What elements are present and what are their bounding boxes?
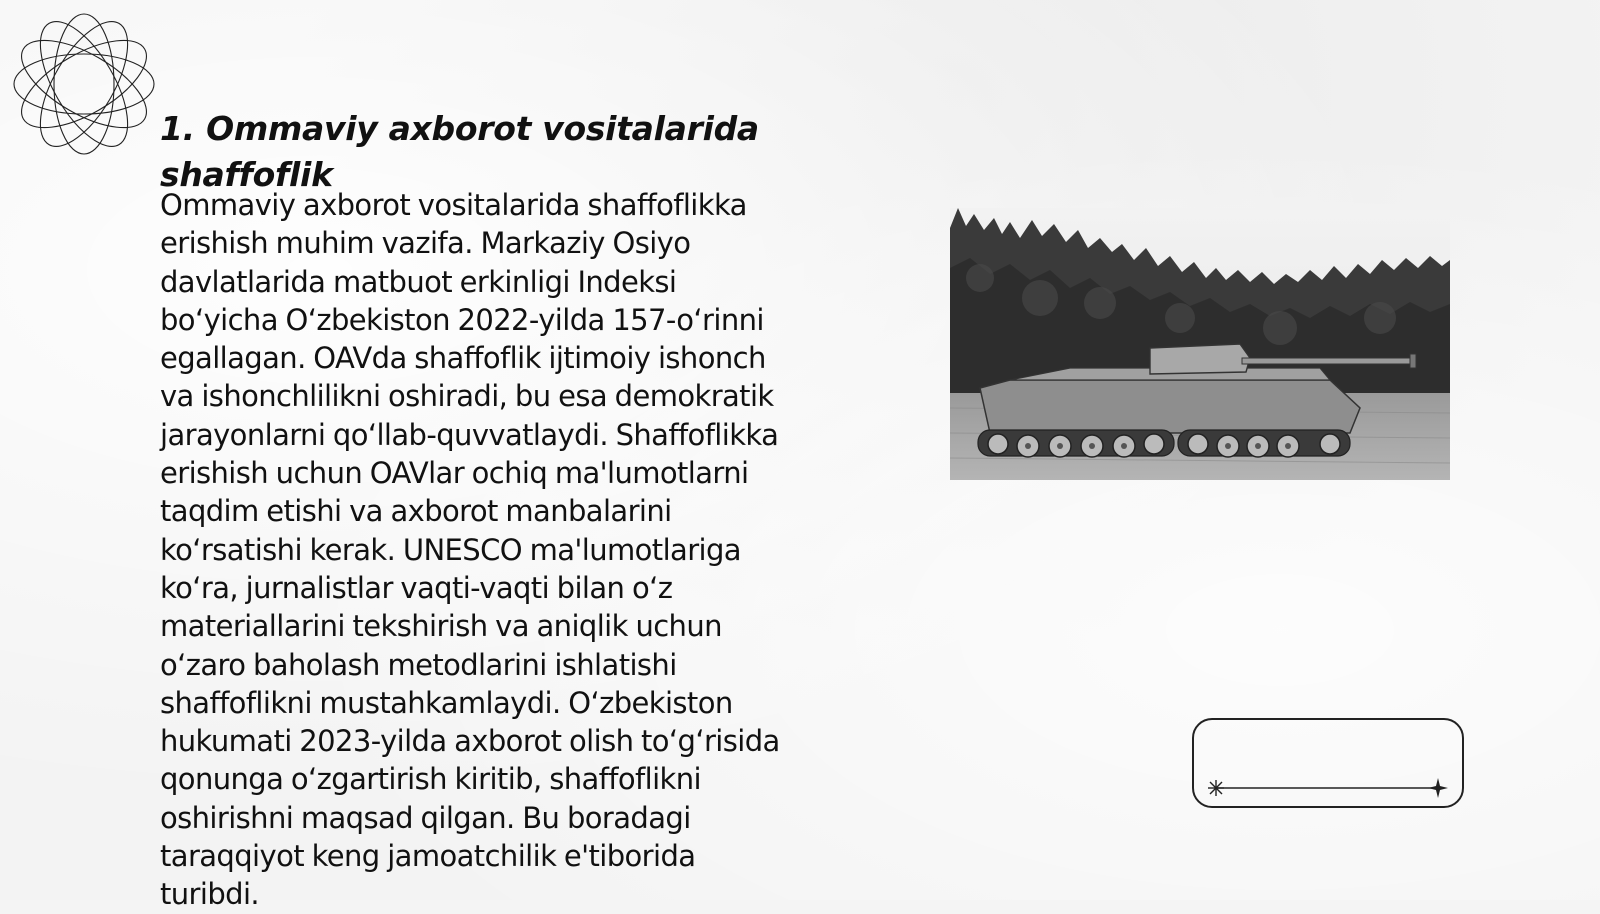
sparkle-icon <box>1428 778 1448 798</box>
decorative-card <box>1192 718 1464 808</box>
tank-photo <box>950 208 1450 480</box>
starburst-icon <box>1208 780 1224 796</box>
card-divider-line <box>1194 720 1466 810</box>
slide-body-text: Ommaviy axborot vositalarida shaffoflikka erishish muhim vazifa. Markaziy Osiyo davlatlarida matbuot erkinligi Indeksi bo‘yicha O‘zbekiston 2022-yilda 157-o‘rinni egallagan. OAVda shaffoflik ijtimoiy ishonch va ishonchlilikni oshiradi, bu esa demokratik jarayonlarni qo‘llab-quvvatlaydi. Shaffoflikka erishish uchun OAVlar ochiq ma'lumotlarni taqdim etishi va axborot manbalarini ko‘rsatishi kerak. UNESCO ma'lumotlariga ko‘ra, jurnalistlar vaqti-vaqti bilan o‘z materiallarini tekshirish va aniqlik uchun o‘zaro baholash metodlarini ishlatishi shaffoflikni mustahkamlaydi. O‘zbekiston hukumati 2023-yilda axborot olish to‘g‘risida qonunga o‘zgartirish kiritib, shaffoflikni oshirishni maqsad qilgan. Bu boradagi taraqqiyot keng jamoatchilik e'tiborida turibdi. <box>160 188 780 912</box>
slide-title: 1. Ommaviy axborot vositalarida shaffoflik <box>160 109 759 194</box>
orbital-rings-icon <box>10 10 158 158</box>
